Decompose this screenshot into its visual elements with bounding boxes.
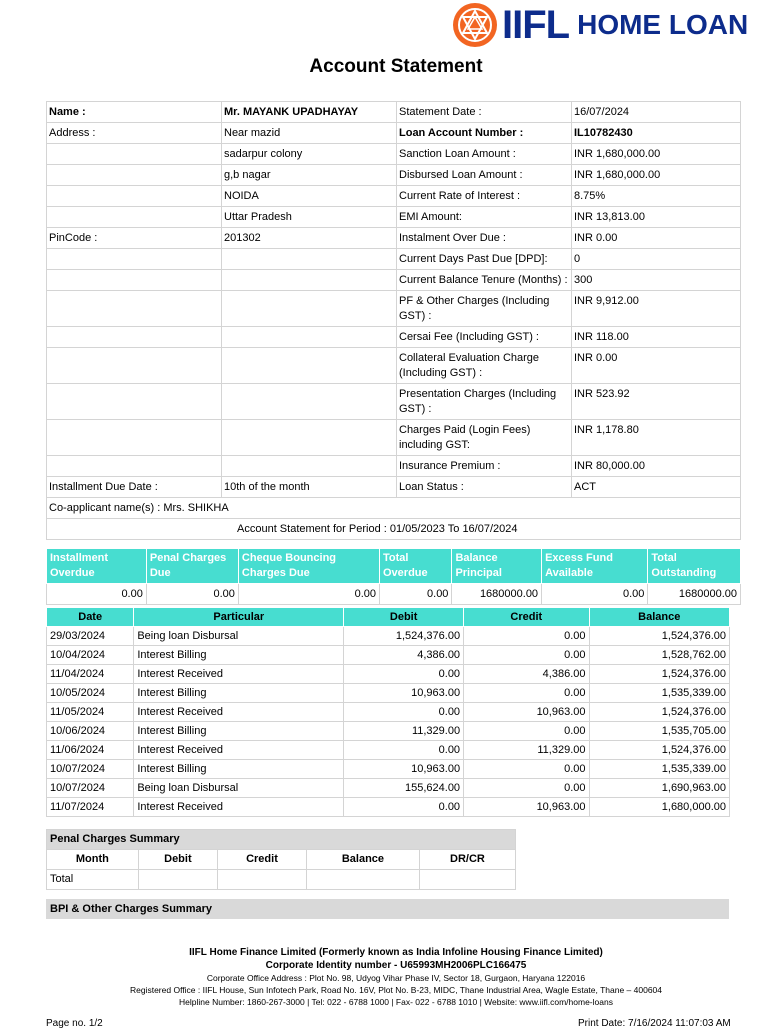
summary-header: Penal Charges Due (146, 549, 238, 584)
txn-cell: Being loan Disbursal (134, 627, 344, 646)
info-cell: INR 80,000.00 (572, 456, 741, 477)
info-cell: INR 9,912.00 (572, 291, 741, 327)
info-cell: Cersai Fee (Including GST) : (397, 327, 572, 348)
txn-cell: 10/07/2024 (47, 760, 134, 779)
txn-cell: Interest Received (134, 703, 344, 722)
txn-cell: 10/04/2024 (47, 646, 134, 665)
info-cell (47, 249, 222, 270)
info-cell (222, 456, 397, 477)
txn-cell: 10,963.00 (344, 684, 464, 703)
info-cell: Uttar Pradesh (222, 207, 397, 228)
info-cell: Statement Date : (397, 102, 572, 123)
info-row (47, 420, 741, 456)
txn-cell: 0.00 (464, 760, 589, 779)
summary-value: 0.00 (380, 584, 452, 605)
txn-cell: 11,329.00 (464, 741, 589, 760)
txn-cell: 10/06/2024 (47, 722, 134, 741)
info-row (47, 348, 741, 384)
penal-total-drcr (419, 870, 515, 890)
info-cell: Instalment Over Due : (397, 228, 572, 249)
footer (0, 946, 768, 1008)
info-cell: sadarpur colony (222, 144, 397, 165)
info-cell: INR 0.00 (572, 228, 741, 249)
info-row (47, 102, 741, 123)
info-cell: 8.75% (572, 186, 741, 207)
info-row (47, 165, 741, 186)
logo-product: HOME LOAN (577, 9, 749, 40)
txn-cell: 4,386.00 (464, 665, 589, 684)
txn-header: Debit (344, 608, 464, 627)
info-cell (222, 327, 397, 348)
table-row (47, 684, 730, 703)
info-cell (47, 165, 222, 186)
summary-value: 0.00 (238, 584, 379, 605)
info-cell: 201302 (222, 228, 397, 249)
txn-cell: 10/07/2024 (47, 779, 134, 798)
table-row (47, 665, 730, 684)
info-cell (222, 270, 397, 291)
info-cell: Presentation Charges (Including GST) : (397, 384, 572, 420)
table-row (47, 798, 730, 817)
table-row (47, 627, 730, 646)
txn-cell: 0.00 (464, 627, 589, 646)
txn-cell: 11/07/2024 (47, 798, 134, 817)
info-cell: 16/07/2024 (572, 102, 741, 123)
txn-cell: 0.00 (344, 703, 464, 722)
txn-cell: 1,535,705.00 (589, 722, 730, 741)
txn-cell: 1,535,339.00 (589, 684, 730, 703)
table-row (47, 760, 730, 779)
info-cell: INR 118.00 (572, 327, 741, 348)
info-cell: PinCode : (47, 228, 222, 249)
info-cell: Near mazid (222, 123, 397, 144)
info-row (47, 291, 741, 327)
info-cell: Loan Account Number : (397, 123, 572, 144)
info-row (47, 186, 741, 207)
print-date: Print Date: 7/16/2024 11:07:03 AM (578, 1018, 731, 1029)
info-row (47, 144, 741, 165)
overdue-summary-table (46, 548, 741, 605)
txn-header: Date (47, 608, 134, 627)
summary-value: 1680000.00 (452, 584, 542, 605)
info-cell: IL10782430 (572, 123, 741, 144)
info-cell: Loan Status : (397, 477, 572, 498)
info-cell: Current Days Past Due [DPD]: (397, 249, 572, 270)
penal-total-label: Total (47, 870, 139, 890)
summary-value: 1680000.00 (648, 584, 741, 605)
txn-header: Balance (589, 608, 730, 627)
footer-cin: Corporate Identity number - U65993MH2006PLC166475 (265, 960, 527, 971)
footer-company: IIFL Home Finance Limited (Formerly known as India Infoline Housing Finance Limited) (189, 947, 603, 958)
table-row (47, 741, 730, 760)
info-cell (222, 249, 397, 270)
info-cell: Disbursed Loan Amount : (397, 165, 572, 186)
txn-cell: 0.00 (464, 684, 589, 703)
penal-total-credit (217, 870, 306, 890)
iifl-logo (452, 2, 748, 48)
penal-header: Month (47, 850, 139, 870)
info-cell: PF & Other Charges (Including GST) : (397, 291, 572, 327)
txn-cell: 1,690,963.00 (589, 779, 730, 798)
summary-header: Excess Fund Available (542, 549, 648, 584)
info-cell: Insurance Premium : (397, 456, 572, 477)
info-cell (47, 456, 222, 477)
summary-header: Installment Overdue (47, 549, 147, 584)
info-cell: EMI Amount: (397, 207, 572, 228)
info-cell: Sanction Loan Amount : (397, 144, 572, 165)
txn-cell: 10,963.00 (464, 703, 589, 722)
penal-header: Balance (306, 850, 419, 870)
info-cell: Charges Paid (Login Fees) including GST: (397, 420, 572, 456)
txn-cell: Interest Billing (134, 684, 344, 703)
footer-corporate-address: Corporate Office Address : Plot No. 98, Udyog Vihar Phase IV, Sector 18, Gurgaon, Haryana 122016 (206, 973, 586, 983)
info-cell: INR 1,178.80 (572, 420, 741, 456)
info-cell: NOIDA (222, 186, 397, 207)
info-cell: INR 523.92 (572, 384, 741, 420)
statement-period: Account Statement for Period : 01/05/2023 To 16/07/2024 (47, 519, 741, 540)
transactions-table (46, 607, 730, 817)
txn-header: Particular (134, 608, 344, 627)
info-cell: Current Balance Tenure (Months) : (397, 270, 572, 291)
txn-cell: 1,524,376.00 (589, 703, 730, 722)
txn-cell: 0.00 (344, 798, 464, 817)
summary-header: Balance Principal (452, 549, 542, 584)
txn-header: Credit (464, 608, 589, 627)
info-cell (47, 207, 222, 228)
info-cell: Current Rate of Interest : (397, 186, 572, 207)
info-cell: g,b nagar (222, 165, 397, 186)
summary-header: Cheque Bouncing Charges Due (238, 549, 379, 584)
info-row (47, 270, 741, 291)
period-row (47, 519, 741, 540)
info-cell: INR 1,680,000.00 (572, 165, 741, 186)
info-cell (47, 186, 222, 207)
txn-cell: Being loan Disbursal (134, 779, 344, 798)
txn-cell: Interest Billing (134, 722, 344, 741)
table-row (47, 779, 730, 798)
coapplicant-text: Co-applicant name(s) : Mrs. SHIKHA (47, 498, 741, 519)
sri-yantra-logo-icon (452, 2, 498, 48)
coapplicant-row (47, 498, 741, 519)
info-cell: 10th of the month (222, 477, 397, 498)
info-cell (47, 384, 222, 420)
info-cell: Installment Due Date : (47, 477, 222, 498)
info-cell: INR 13,813.00 (572, 207, 741, 228)
info-cell: 0 (572, 249, 741, 270)
info-cell (47, 144, 222, 165)
txn-cell: 10/05/2024 (47, 684, 134, 703)
table-row (47, 722, 730, 741)
txn-cell: 1,680,000.00 (589, 798, 730, 817)
table-row (47, 703, 730, 722)
info-cell (47, 291, 222, 327)
txn-cell: 11/04/2024 (47, 665, 134, 684)
txn-cell: 1,524,376.00 (344, 627, 464, 646)
txn-cell: 10,963.00 (344, 760, 464, 779)
penal-header: Debit (138, 850, 217, 870)
summary-header: Total Overdue (380, 549, 452, 584)
info-row (47, 477, 741, 498)
info-cell (47, 348, 222, 384)
info-cell: 300 (572, 270, 741, 291)
txn-cell: 11/05/2024 (47, 703, 134, 722)
txn-cell: 4,386.00 (344, 646, 464, 665)
info-row (47, 249, 741, 270)
info-row (47, 123, 741, 144)
txn-cell: Interest Billing (134, 760, 344, 779)
summary-header: Total Outstanding (648, 549, 741, 584)
penal-total-balance (306, 870, 419, 890)
txn-cell: 1,535,339.00 (589, 760, 730, 779)
penal-header: Credit (217, 850, 306, 870)
info-cell: Mr. MAYANK UPADHAYAY (222, 102, 397, 123)
info-row (47, 456, 741, 477)
txn-cell: 0.00 (344, 665, 464, 684)
info-row (47, 207, 741, 228)
txn-cell: Interest Received (134, 665, 344, 684)
page-number: Page no. 1/2 (46, 1018, 103, 1029)
info-cell (47, 270, 222, 291)
info-cell (47, 327, 222, 348)
txn-cell: 155,624.00 (344, 779, 464, 798)
txn-cell: 1,524,376.00 (589, 627, 730, 646)
info-cell (222, 348, 397, 384)
txn-cell: 10,963.00 (464, 798, 589, 817)
info-cell: ACT (572, 477, 741, 498)
info-cell: INR 1,680,000.00 (572, 144, 741, 165)
txn-cell: Interest Received (134, 798, 344, 817)
txn-cell: 29/03/2024 (47, 627, 134, 646)
info-cell (222, 420, 397, 456)
summary-value: 0.00 (542, 584, 648, 605)
info-cell (222, 384, 397, 420)
txn-cell: 1,528,762.00 (589, 646, 730, 665)
account-info-table (46, 101, 741, 540)
logo-brand: IIFL (502, 2, 570, 47)
txn-cell: 11,329.00 (344, 722, 464, 741)
txn-cell: 11/06/2024 (47, 741, 134, 760)
info-cell (47, 420, 222, 456)
info-row (47, 384, 741, 420)
penal-header: DR/CR (419, 850, 515, 870)
page-title: Account Statement (309, 56, 483, 77)
txn-cell: Interest Received (134, 741, 344, 760)
info-cell (222, 291, 397, 327)
info-cell: INR 0.00 (572, 348, 741, 384)
summary-value: 0.00 (146, 584, 238, 605)
txn-cell: 1,524,376.00 (589, 741, 730, 760)
txn-cell: 0.00 (464, 646, 589, 665)
footer-helpline: Helpline Number: 1860-267-3000 | Tel: 022 - 6788 1000 | Fax- 022 - 6788 1010 | Website: www.iifl.com/home-loans (179, 997, 613, 1007)
info-cell: Name : (47, 102, 222, 123)
summary-value: 0.00 (47, 584, 147, 605)
penal-summary-title: Penal Charges Summary (47, 830, 516, 850)
info-row (47, 327, 741, 348)
info-row (47, 228, 741, 249)
penal-total-debit (138, 870, 217, 890)
txn-cell: 1,524,376.00 (589, 665, 730, 684)
txn-cell: Interest Billing (134, 646, 344, 665)
footer-registered-office: Registered Office : IIFL House, Sun Infotech Park, Road No. 16V, Plot No. B-23, MIDC, Thane Industrial Area, Wagle Estate, Thane – 400604 (129, 985, 663, 995)
table-row (47, 646, 730, 665)
info-cell: Address : (47, 123, 222, 144)
txn-cell: 0.00 (344, 741, 464, 760)
txn-cell: 0.00 (464, 722, 589, 741)
penal-charges-table (46, 829, 516, 890)
bpi-summary-title: BPI & Other Charges Summary (46, 899, 729, 919)
info-cell: Collateral Evaluation Charge (Including GST) : (397, 348, 572, 384)
txn-cell: 0.00 (464, 779, 589, 798)
